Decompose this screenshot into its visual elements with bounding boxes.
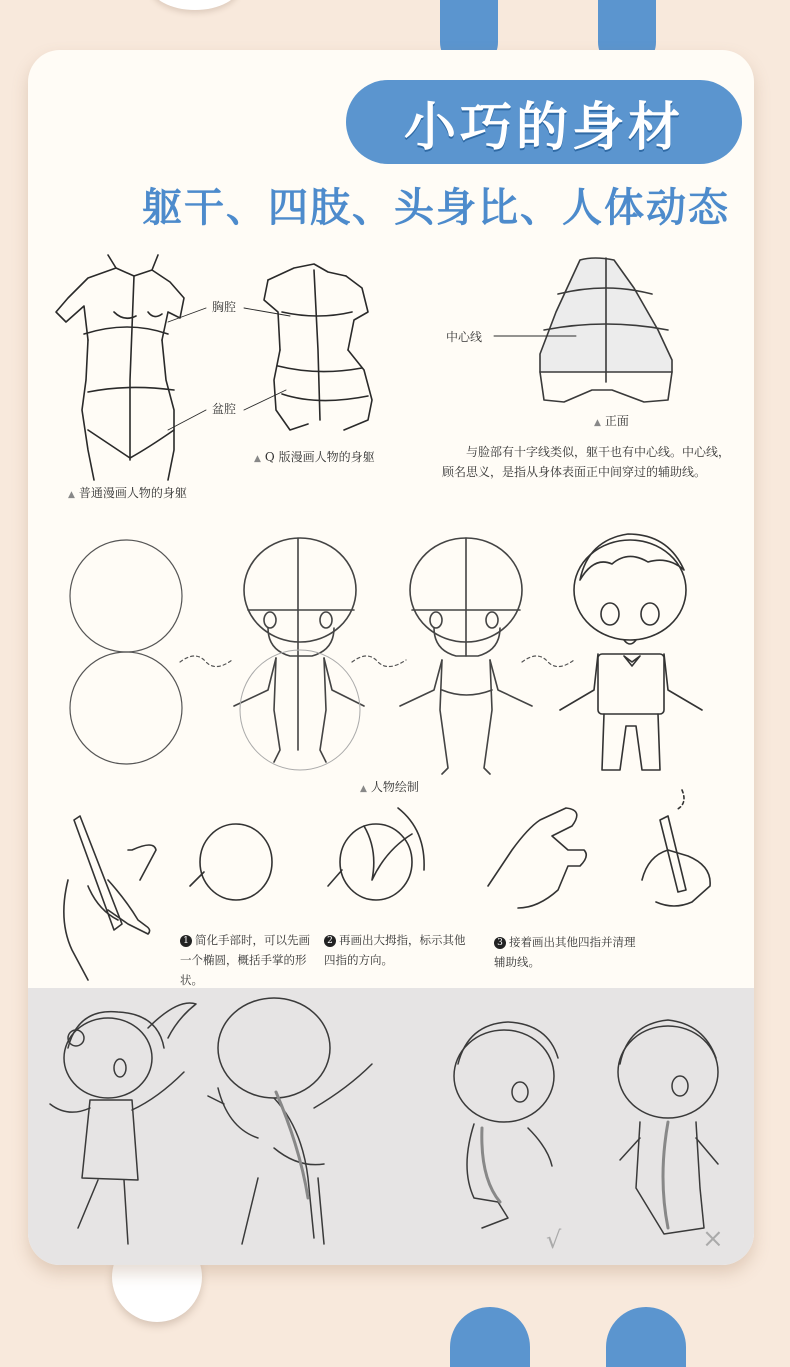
construction-circles [70, 540, 182, 764]
label-pelvis: 盆腔 [212, 402, 237, 416]
triangle-marker-icon: ▲ [254, 454, 261, 464]
normal-torso-drawing [56, 255, 184, 480]
hand-holding-pen-1 [64, 816, 156, 980]
step-number-3: 3 [494, 937, 506, 949]
chibi-sketch-1 [234, 538, 364, 770]
caption-front [594, 412, 629, 429]
hand-holding-pen-2 [642, 790, 710, 906]
hand-step-3-text [494, 932, 644, 972]
bottom-tab-left [450, 1307, 530, 1367]
hand-step-2-text [324, 930, 466, 970]
triangle-marker-icon: ▲ [360, 784, 367, 794]
hand-step-2 [328, 808, 424, 900]
hand-step-3 [488, 808, 586, 908]
caption-front-text: 正面 [604, 414, 629, 428]
step-number-2: 2 [324, 935, 336, 947]
triangle-marker-icon: ▲ [594, 418, 601, 428]
step-text-2: 再画出大拇指，标示其他四指的方向。 [324, 933, 466, 967]
page-title: 小巧的身材 [346, 80, 742, 164]
cross-mark-icon: × [702, 1224, 724, 1254]
top-left-arc-decoration [150, 0, 240, 10]
triangle-marker-icon: ▲ [68, 490, 75, 500]
girl-pose-drawing [50, 1003, 196, 1244]
caption-q-torso-text: Q 版漫画人物的身躯 [264, 450, 375, 464]
caption-q-torso [254, 448, 375, 465]
pose-drawings [28, 988, 754, 1265]
step-text-1: 简化手部时，可以先画一个椭圆，概括手掌的形状。 [180, 933, 310, 987]
step-text-3: 接着画出其他四指并清理辅助线。 [494, 935, 636, 969]
label-center-line: 中心线 [446, 330, 483, 344]
front-torso-drawing [540, 258, 672, 402]
bottom-tab-right [606, 1307, 686, 1367]
caption-figure-drawing [360, 778, 419, 795]
boy-jump-pose-drawing [454, 1022, 558, 1228]
hand-step-1-text [180, 930, 316, 990]
caption-figure-drawing-text: 人物绘制 [370, 780, 419, 794]
page-subtitle: 躯干、四肢、头身比、人体动态 [142, 185, 730, 231]
chibi-sketch-2 [400, 538, 532, 774]
construction-pose-drawing [208, 998, 372, 1244]
check-mark-icon: √ [546, 1226, 562, 1254]
boy-front-pose-drawing [618, 1020, 718, 1234]
label-chest: 胸腔 [212, 300, 237, 314]
content-card [28, 50, 754, 1265]
step-number-1: 1 [180, 935, 192, 947]
q-torso-drawing [264, 264, 372, 430]
center-line-paragraph: 与脸部有十字线类似，躯干也有中心线。中心线，顾名思义，是指从身体表面正中间穿过的辅助线。 [442, 445, 731, 479]
caption-normal-torso-text: 普通漫画人物的身躯 [78, 486, 187, 500]
caption-normal-torso [68, 484, 187, 501]
step-arrows [180, 656, 574, 667]
pose-band [28, 988, 754, 1265]
chibi-finished [560, 534, 702, 770]
hand-step-1 [190, 824, 272, 900]
